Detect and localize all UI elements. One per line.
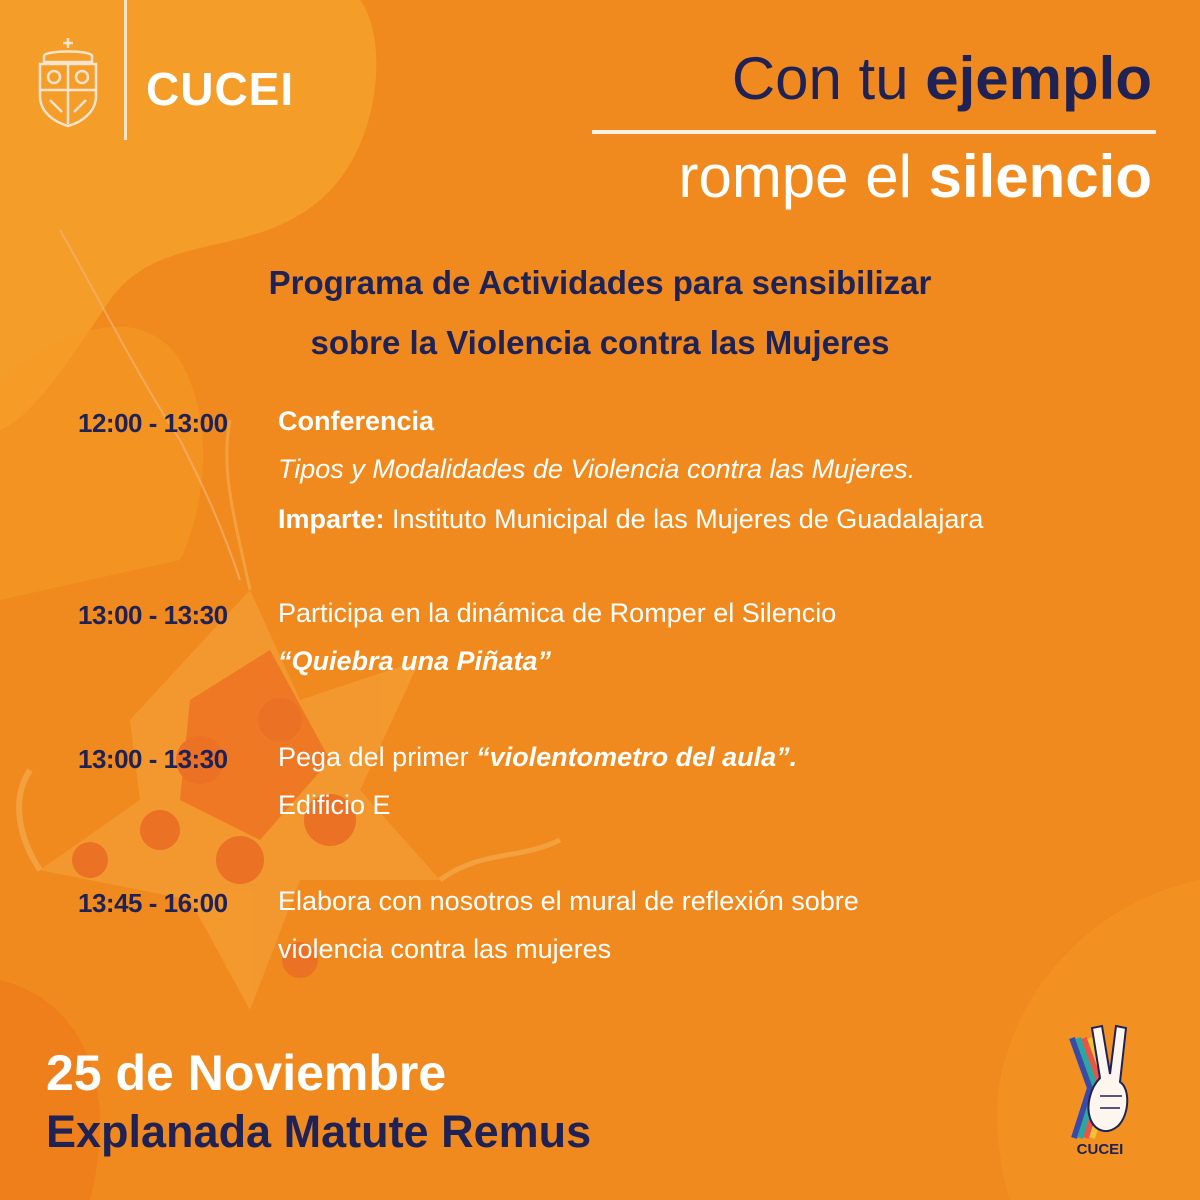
- activity-speaker-name: Instituto Municipal de las Mujeres de Guadalajara: [384, 504, 984, 534]
- badge-label: CUCEI: [1076, 1141, 1124, 1158]
- program-title-line-1: Programa de Actividades para sensibilizar: [268, 264, 932, 301]
- activity-description-emphasis: “violentometro del aula”.: [476, 742, 798, 772]
- activity-heading: Conferencia: [278, 406, 435, 436]
- slogan-rule: [592, 130, 1156, 134]
- activity-description-plain: Pega del primer: [278, 742, 477, 772]
- brand-name: CUCEI: [146, 63, 295, 115]
- slogan-line-2-plain: rompe el: [678, 143, 929, 210]
- slogan-line-1: [732, 44, 1152, 113]
- activity-description: [278, 742, 797, 773]
- activity-speaker: [278, 504, 983, 535]
- activity-description: Elabora con nosotros el mural de reflexión sobre: [278, 886, 859, 916]
- activity-time: 13:00 - 13:30: [78, 600, 228, 630]
- event-venue: Explanada Matute Remus: [46, 1106, 592, 1157]
- university-crest-icon: [30, 34, 106, 130]
- activity-time: 13:45 - 16:00: [78, 888, 228, 918]
- activity-speaker-label: Imparte:: [278, 504, 385, 534]
- slogan-line-2-bold: silencio: [928, 143, 1152, 210]
- event-date: 25 de Noviembre: [46, 1045, 447, 1101]
- slogan-line-1-bold: ejemplo: [925, 45, 1152, 112]
- activity-time: 12:00 - 13:00: [78, 408, 228, 438]
- slogan-line-1-plain: Con tu: [731, 45, 926, 112]
- header-divider: [124, 0, 127, 140]
- activity-description-emphasis: “Quiebra una Piñata”: [278, 646, 552, 676]
- program-title-line-2: sobre la Violencia contra las Mujeres: [310, 324, 890, 361]
- activity-description: Participa en la dinámica de Romper el Silencio: [278, 598, 837, 628]
- slogan-line-2: [678, 142, 1152, 211]
- activity-description-continued: violencia contra las mujeres: [278, 934, 612, 964]
- activity-time: 13:00 - 13:30: [78, 744, 228, 774]
- activity-subtitle: Tipos y Modalidades de Violencia contra las Mujeres.: [278, 454, 916, 484]
- activity-location: Edificio E: [278, 790, 391, 820]
